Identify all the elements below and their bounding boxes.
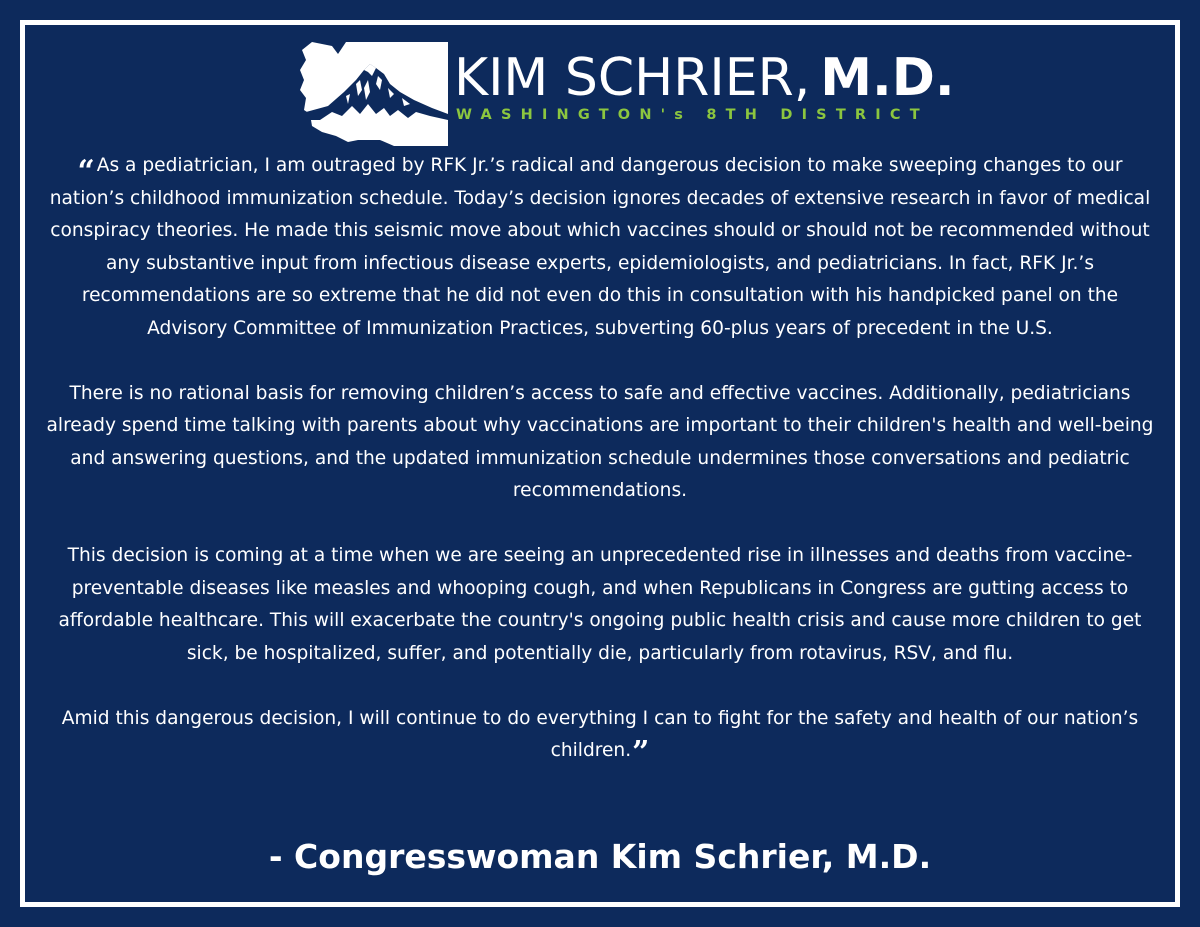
- washington-state-mountain-icon: [298, 40, 448, 146]
- quote-paragraph-1: [40, 150, 1160, 345]
- quote-paragraph-3: This decision is coming at a time when we are seeing an unprecedented rise in illnesses and deaths from vaccine-preventable diseases like measles and whooping cough, and when Republicans in Congress are gutting access to affordable healthcare. This will exacerbate the country's ongoing public health crisis and cause more children to get sick, be hospitalized, suffer, and potentially die, particularly from rotavirus, RSV, and flu.: [58, 545, 1142, 664]
- attribution: - Congresswoman Kim Schrier, M.D.: [268, 837, 932, 876]
- open-quote-mark: “: [77, 154, 95, 189]
- close-quote-mark: ”: [632, 735, 650, 770]
- quote-paragraph-4: [40, 703, 1160, 768]
- campaign-logo: [298, 40, 955, 150]
- quote-paragraph-2: There is no rational basis for removing children’s access to safe and effective vaccines. Additionally, pediatricians already spend time talking with parents about why vaccinations are important to their children's health and well-being and answering questions, and the updated immunization schedule undermines those conversations and pediatric recommendations.: [46, 382, 1154, 501]
- quote-paragraph-1-text: As a pediatrician, I am outraged by RFK Jr.’s radical and dangerous decision to make sweeping changes to our nation’s childhood immunization schedule. Today’s decision ignores decades of extensive research in favor of medical conspiracy theories. He made this seismic move about which vaccines should or should not be recommended without any substantive input from infectious disease experts, epidemiologists, and pediatricians. In fact, RFK Jr.’s recommendations are so extreme that he did not even do this in consultation with his handpicked panel on the Advisory Committee of Immunization Practices, subverting 60-plus years of precedent in the U.S.: [49, 155, 1151, 339]
- logo-name-bold: M.D.: [820, 48, 955, 108]
- quote-block: [40, 150, 1160, 768]
- logo-district: WASHINGTON's 8TH DISTRICT: [456, 107, 929, 123]
- logo-name: [454, 50, 955, 106]
- logo-name-light: KIM SCHRIER,: [454, 48, 811, 108]
- quote-paragraph-4-text: Amid this dangerous decision, I will continue to do everything I can to fight for the safety and health of our nation’s children.: [61, 707, 1139, 761]
